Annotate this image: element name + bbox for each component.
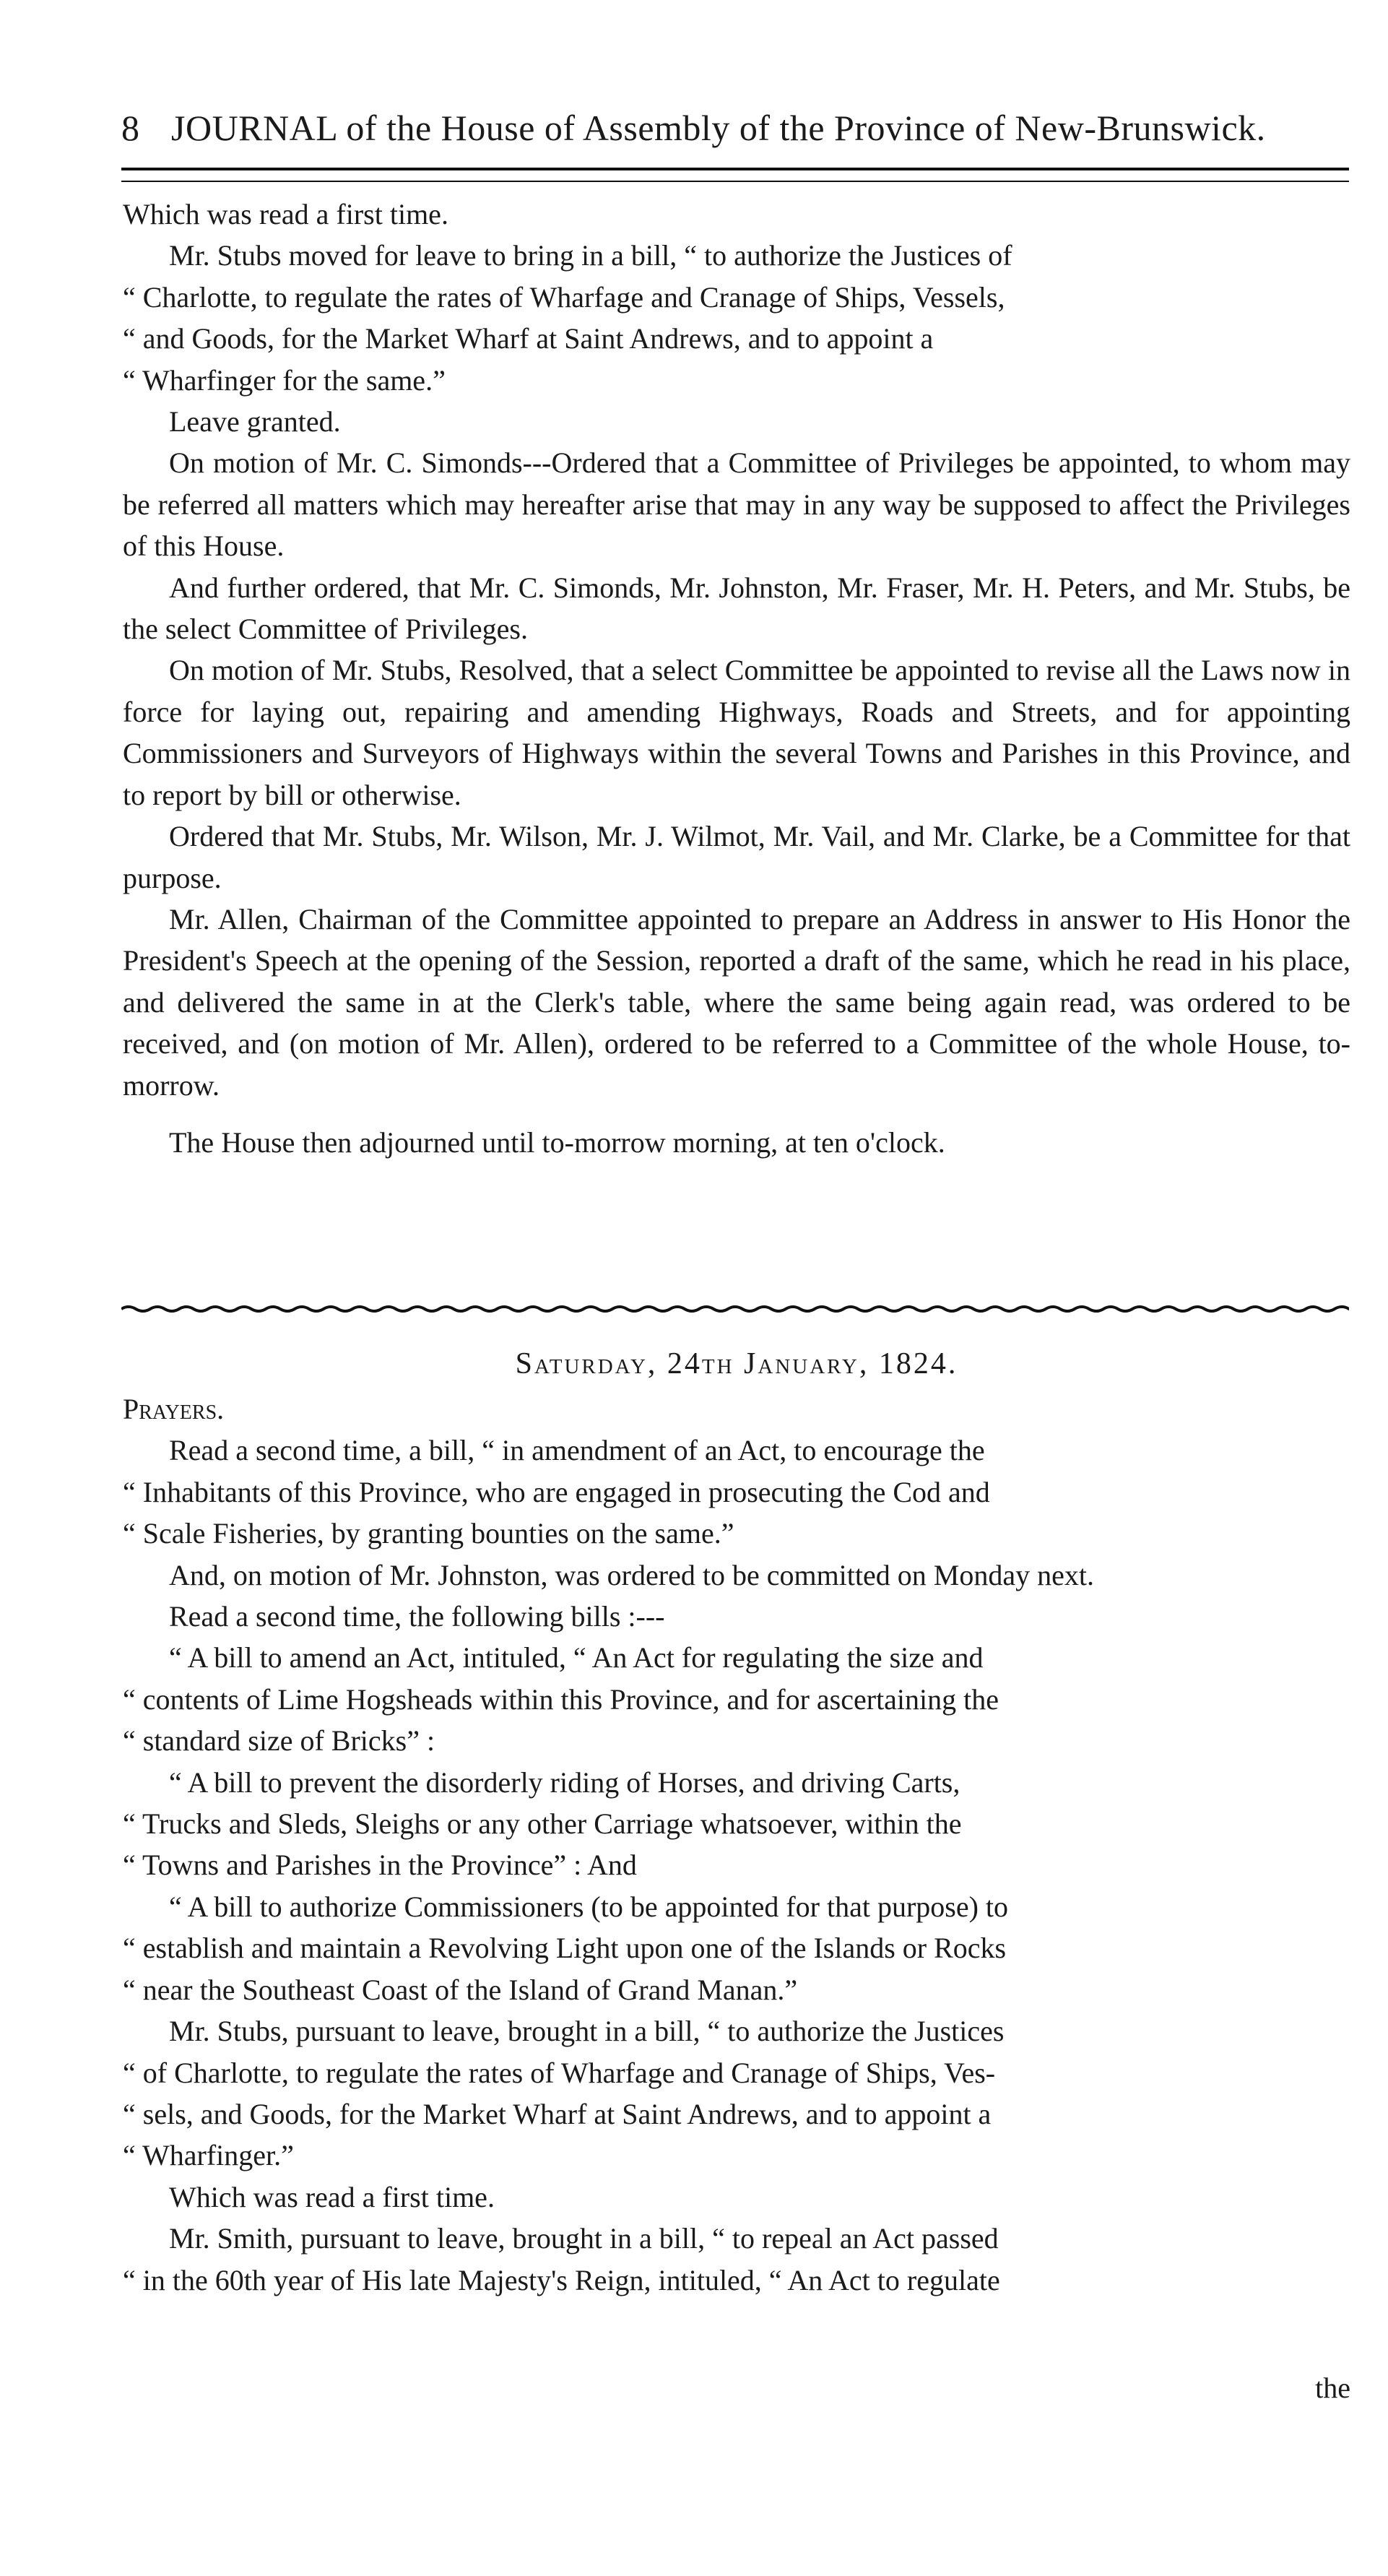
paragraph: “ contents of Lime Hogsheads within this Province, and for ascertaining the xyxy=(123,1682,999,1716)
section-divider-ornament xyxy=(121,1305,1349,1313)
paragraph: “ Trucks and Sleds, Sleighs or any other Carriage whatsoever, within the xyxy=(123,1807,962,1841)
date-heading: Saturday, 24th January, 1824. xyxy=(515,1347,958,1380)
paragraph: Prayers. xyxy=(123,1393,225,1425)
paragraph: “ of Charlotte, to regulate the rates of Wharfage and Cranage of Ships, Ves- xyxy=(123,2056,996,2089)
paragraph: Mr. Stubs moved for leave to bring in a bill, “ to authorize the Justices of xyxy=(169,239,1012,272)
paragraph: “ near the Southeast Coast of the Island of Grand Manan.” xyxy=(123,1973,798,2006)
journal-title: JOURNAL of the House of Assembly of the Province of New-Brunswick. xyxy=(171,108,1266,148)
paragraph: Ordered that Mr. Stubs, Mr. Wilson, Mr. J. Wilmot, Mr. Vail, and Mr. Clarke, be a Committee for that purpose. xyxy=(123,820,1350,894)
running-header xyxy=(121,107,1349,157)
paragraph: “ Towns and Parishes in the Province” : And xyxy=(123,1849,637,1882)
paragraph: “ and Goods, for the Market Wharf at Saint Andrews, and to appoint a xyxy=(123,322,934,355)
proceedings-section-2 xyxy=(123,1388,1350,2301)
paragraph: Leave granted. xyxy=(169,405,341,438)
paragraph: “ sels, and Goods, for the Market Wharf at Saint Andrews, and to appoint a xyxy=(123,2097,992,2130)
paragraph: “ Charlotte, to regulate the rates of Wharfage and Cranage of Ships, Vessels, xyxy=(123,280,1005,314)
paragraph: And further ordered, that Mr. C. Simonds, Mr. Johnston, Mr. Fraser, Mr. H. Peters, and Mr. Stubs, be the select Committee of Privileges. xyxy=(123,571,1350,646)
paragraph: “ Scale Fisheries, by granting bounties on the same.” xyxy=(123,1517,734,1550)
paragraph: Read a second time, a bill, “ in amendment of an Act, to encourage the xyxy=(169,1434,985,1467)
page-number: 8 xyxy=(121,108,140,148)
paragraph: And, on motion of Mr. Johnston, was ordered to be committed on Monday next. xyxy=(169,1558,1094,1591)
paragraph: “ establish and maintain a Revolving Light upon one of the Islands or Rocks xyxy=(123,1932,1007,1965)
paragraph: “ A bill to authorize Commissioners (to be appointed for that purpose) to xyxy=(169,1890,1009,1923)
paragraph: On motion of Mr. Stubs, Resolved, that a select Committee be appointed to revise all the Laws now in force for laying out, repairing and amending Highways, Roads and Streets, and for appointing Commissioners and Surveyors of Highways within the several Towns and Parishes in this Province, and to report by bill or otherwise. xyxy=(123,654,1350,811)
paragraph: Mr. Allen, Chairman of the Committee appointed to prepare an Address in answer to His Honor the President's Speech at the opening of the Session, reported a draft of the same, which he read in his place, and delivered the same in at the Clerk's table, where the same being again read, was ordered to be received, and (on motion of Mr. Allen), ordered to be referred to a Committee of the whole House, to-morrow. xyxy=(123,902,1350,1102)
paragraph: Mr. Stubs, pursuant to leave, brought in a bill, “ to authorize the Justices xyxy=(169,2015,1005,2048)
paragraph: Mr. Smith, pursuant to leave, brought in a bill, “ to repeal an Act passed xyxy=(169,2222,999,2255)
paragraph: Read a second time, the following bills :--- xyxy=(169,1600,665,1633)
paragraph: “ Wharfinger for the same.” xyxy=(123,363,446,397)
paragraph: “ in the 60th year of His late Majesty's Reign, intituled, “ An Act to regulate xyxy=(123,2263,1000,2296)
paragraph: “ Wharfinger.” xyxy=(123,2139,294,2172)
proceedings-section-1 xyxy=(123,194,1350,1163)
paragraph: “ A bill to amend an Act, intituled, “ An Act for regulating the size and xyxy=(169,1641,984,1674)
paragraph: On motion of Mr. C. Simonds---Ordered that a Committee of Privileges be appointed, to whom may be referred all matters which may hereafter arise that may in any way be supposed to affect the Privileges of this House. xyxy=(123,446,1350,563)
paragraph: “ A bill to prevent the disorderly riding of Horses, and driving Carts, xyxy=(169,1765,960,1799)
paragraph: Which was read a first time. xyxy=(123,198,448,230)
header-double-rule xyxy=(121,168,1349,182)
paragraph: “ standard size of Bricks” : xyxy=(123,1724,435,1758)
paragraph: The House then adjourned until to-morrow morning, at ten o'clock. xyxy=(169,1125,945,1159)
paragraph: Which was read a first time. xyxy=(169,2180,495,2213)
catchword: the xyxy=(1315,2372,1350,2404)
paragraph: “ Inhabitants of this Province, who are engaged in prosecuting the Cod and xyxy=(123,1475,990,1508)
